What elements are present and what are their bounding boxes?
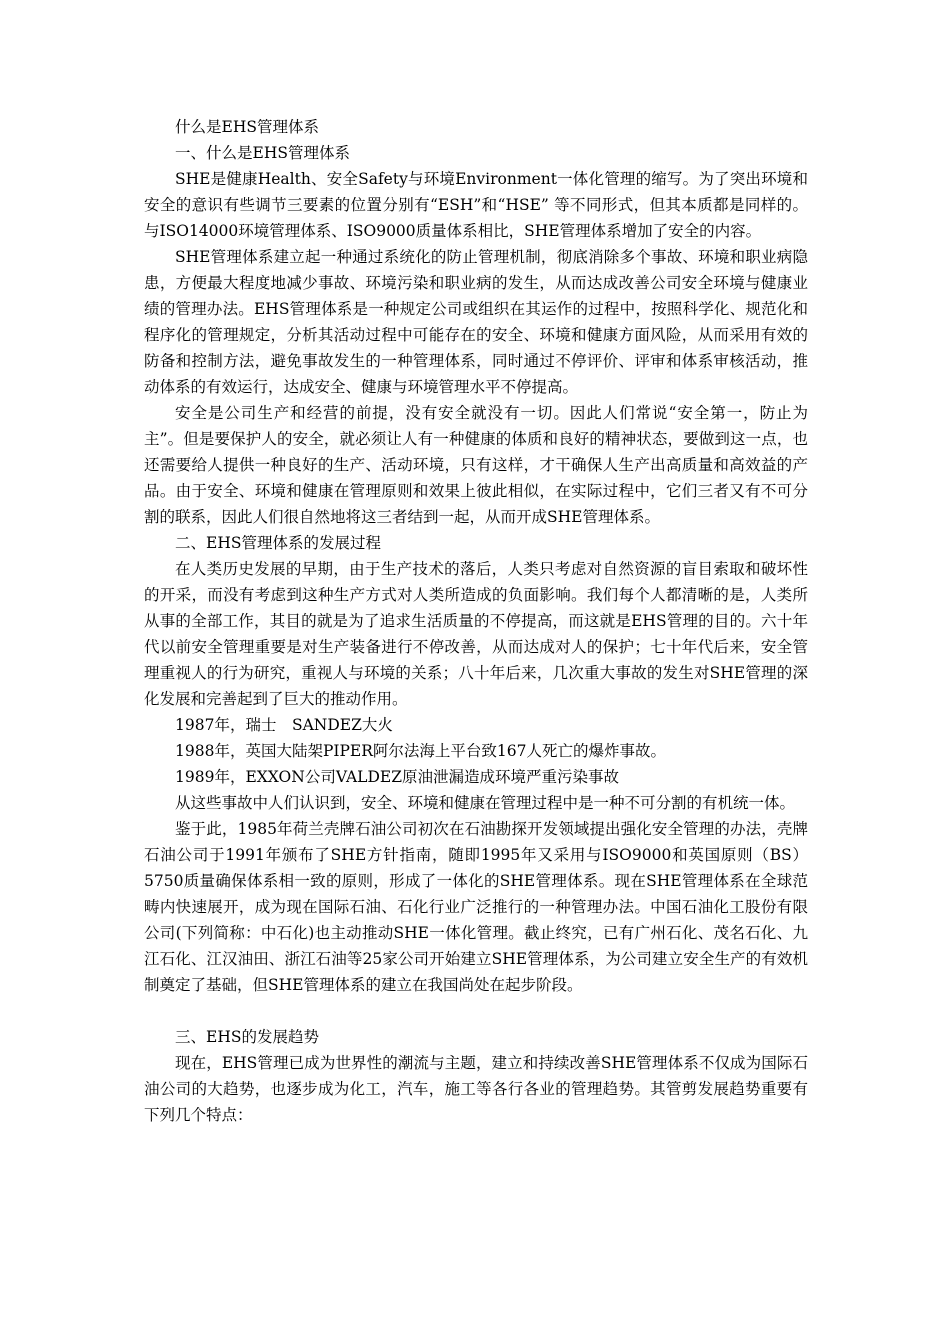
- paragraph: 安全是公司生产和经营的前提，没有安全就没有一切。因此人们常说“安全第一，防止为主”。但是要保护人的安全，就必须让人有一种健康的体质和良好的精神状态，要做到这一点，也还需要给人提供一种良好的生产、活动环境，只有这样，才干确保人生产出高质量和高效益的产品。由于安全、环境和健康在管理原则和效果上彼此相似，在实际过程中，它们三者又有不可分割的联系，因此人们很自然地将这三者结到一起，从而开成SHE管理体系。: [144, 404, 808, 526]
- paragraph: 从这些事故中人们认识到，安全、环境和健康在管理过程中是一种不可分割的有机统一体。: [175, 794, 796, 812]
- section-heading-2: 二、EHS管理体系的发展过程: [175, 534, 381, 552]
- paragraph: SHE管理体系建立起一种通过系统化的防止管理机制，彻底消除多个事故、环境和职业病隐患，方便最大程度地减少事故、环境污染和职业病的发生，从而达成改善公司安全环境与健康业绩的管理办法。EHS管理体系是一种规定公司或组织在其运作的过程中，按照科学化、规范化和程序化的管理规定，分析其活动过程中可能存在的安全、环境和健康方面风险，从而采用有效的防备和控制方法，避免事故发生的一种管理体系，同时通过不停评价、评审和体系审核活动，推动体系的有效运行，达成安全、健康与环境管理水平不停提高。: [144, 248, 808, 396]
- event-line: 1989年，EXXON公司VALDEZ原油泄漏造成环境严重污染事故: [175, 768, 619, 786]
- document-body: [144, 114, 808, 1128]
- paragraph: 在人类历史发展的早期，由于生产技术的落后，人类只考虑对自然资源的盲目索取和破坏性的开采，而没有考虑到这种生产方式对人类所造成的负面影响。我们每个人都清晰的是，人类所从事的全部工作，其目的就是为了追求生活质量的不停提高，而这就是EHS管理的目的。六十年代以前安全管理重要是对生产装备进行不停改善，从而达成对人的保护；七十年代后来，安全管理重视人的行为研究，重视人与环境的关系；八十年后来，几次重大事故的发生对SHE管理的深化发展和完善起到了巨大的推动作用。: [144, 560, 808, 708]
- section-heading-3: 三、EHS的发展趋势: [175, 1028, 319, 1046]
- paragraph: 鉴于此，1985年荷兰壳牌石油公司初次在石油勘探开发领域提出强化安全管理的办法，壳牌石油公司于1991年颁布了SHE方针指南，随即1995年又采用与ISO9000和英国原则（BS）5750质量确保体系相一致的原则，形成了一体化的SHE管理体系。现在SHE管理体系在全球范畴内快速展开，成为现在国际石油、石化行业广泛推行的一种管理办法。中国石油化工股份有限公司(下列简称：中石化)也主动推动SHE一体化管理。截止终究，已有广州石化、茂名石化、九江石化、江汉油田、浙江石油等25家公司开始建立SHE管理体系，为公司建立安全生产的有效机制奠定了基础，但SHE管理体系的建立在我国尚处在起步阶段。: [144, 820, 808, 994]
- event-line: 1987年，瑞士 SANDEZ大火: [175, 716, 393, 734]
- paragraph: SHE是健康Health、安全Safety与环境Environment一体化管理的缩写。为了突出环境和安全的意识有些调节三要素的位置分别有“ESH”和“HSE” 等不同形式，但其本质都是同样的。与ISO14000环境管理体系、ISO9000质量体系相比，SHE管理体系增加了安全的内容。: [144, 170, 808, 240]
- doc-title: 什么是EHS管理体系: [175, 118, 319, 136]
- event-line: 1988年，英国大陆架PIPER阿尔法海上平台致167人死亡的爆炸事故。: [175, 742, 666, 760]
- paragraph: 现在，EHS管理已成为世界性的潮流与主题，建立和持续改善SHE管理体系不仅成为国际石油公司的大趋势，也逐步成为化工，汽车，施工等各行各业的管理趋势。其管剪发展趋势重要有下列几个特点：: [144, 1054, 808, 1124]
- section-heading-1: 一、什么是EHS管理体系: [175, 144, 350, 162]
